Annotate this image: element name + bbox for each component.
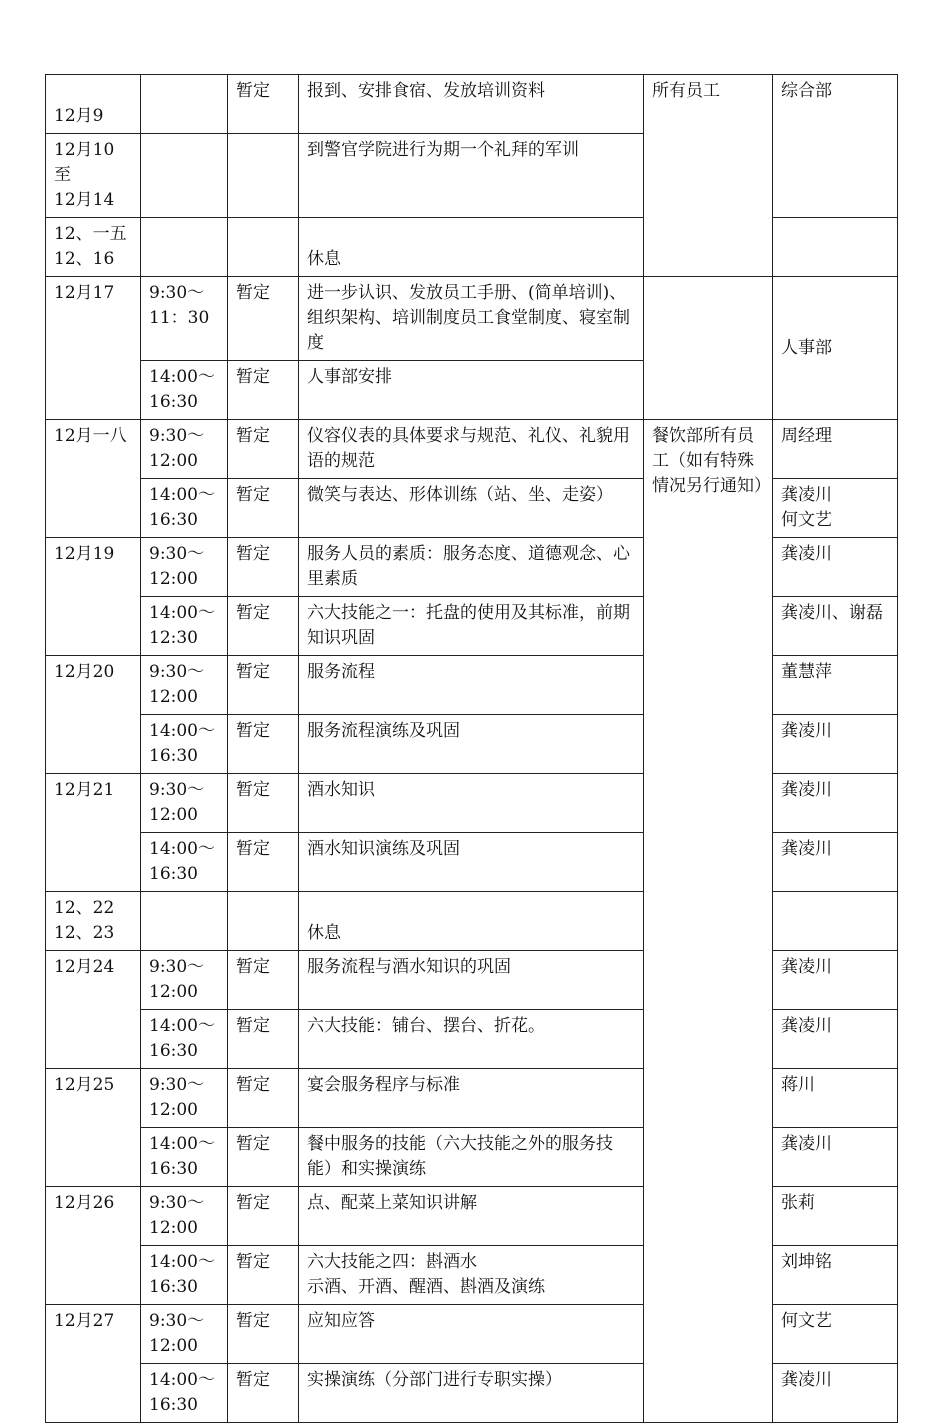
status-cell: 暂定 xyxy=(228,1305,299,1364)
owner-cell: 龚凌川 xyxy=(773,1010,898,1069)
date-cell: 12月17 xyxy=(46,277,141,420)
content-cell: 宴会服务程序与标准 xyxy=(299,1069,644,1128)
time-cell: 14:00～ 16:30 xyxy=(141,833,228,892)
time-cell: 9:30～ 12:00 xyxy=(141,1305,228,1364)
status-cell: 暂定 xyxy=(228,538,299,597)
status-cell: 暂定 xyxy=(228,420,299,479)
time-cell: 9:30～ 12:00 xyxy=(141,1187,228,1246)
time-cell: 14:00～ 16:30 xyxy=(141,715,228,774)
content-cell: 六大技能之四：斟酒水 示酒、开酒、醒酒、斟酒及演练 xyxy=(299,1246,644,1305)
date-cell: 12月9 xyxy=(46,75,141,134)
time-cell: 9:30～ 11：30 xyxy=(141,277,228,361)
status-cell: 暂定 xyxy=(228,1010,299,1069)
table-row xyxy=(46,277,898,361)
owner-cell: 何文艺 xyxy=(773,1305,898,1364)
owner-cell: 龚凌川 xyxy=(773,951,898,1010)
content-cell: 休息 xyxy=(299,218,644,277)
time-cell: 14:00～ 16:30 xyxy=(141,361,228,420)
content-cell: 酒水知识 xyxy=(299,774,644,833)
status-cell xyxy=(228,218,299,277)
participants-catering-staff: 餐饮部所有员工（如有特殊情况另行通知） xyxy=(644,420,773,1423)
time-cell: 14:00～ 12:30 xyxy=(141,597,228,656)
status-cell xyxy=(228,134,299,218)
content-cell: 点、配菜上菜知识讲解 xyxy=(299,1187,644,1246)
date-cell: 12月19 xyxy=(46,538,141,656)
status-cell: 暂定 xyxy=(228,1187,299,1246)
content-cell: 进一步认识、发放员工手册、(简单培训)、组织架构、培训制度员工食堂制度、寝室制度 xyxy=(299,277,644,361)
owner-cell: 龚凌川 xyxy=(773,774,898,833)
date-cell: 12月一八 xyxy=(46,420,141,538)
date-cell: 12、一五 12、16 xyxy=(46,218,141,277)
content-cell: 服务流程演练及巩固 xyxy=(299,715,644,774)
content-cell: 六大技能：铺台、摆台、折花。 xyxy=(299,1010,644,1069)
date-cell: 12月20 xyxy=(46,656,141,774)
owner-cell: 董慧萍 xyxy=(773,656,898,715)
owner-hr-dept: 人事部 xyxy=(773,277,898,420)
content-cell: 餐中服务的技能（六大技能之外的服务技能）和实操演练 xyxy=(299,1128,644,1187)
owner-cell: 龚凌川 何文艺 xyxy=(773,479,898,538)
owner-cell: 龚凌川 xyxy=(773,715,898,774)
time-cell: 9:30～ 12:00 xyxy=(141,774,228,833)
time-cell: 9:30～ 12:00 xyxy=(141,951,228,1010)
content-cell: 服务流程 xyxy=(299,656,644,715)
status-cell: 暂定 xyxy=(228,1128,299,1187)
status-cell: 暂定 xyxy=(228,656,299,715)
time-cell: 14:00～ 16:30 xyxy=(141,1010,228,1069)
owner-cell: 龚凌川、谢磊 xyxy=(773,597,898,656)
owner-cell xyxy=(773,218,898,277)
content-cell: 服务人员的素质：服务态度、道德观念、心里素质 xyxy=(299,538,644,597)
content-cell: 到警官学院进行为期一个礼拜的军训 xyxy=(299,134,644,218)
status-cell: 暂定 xyxy=(228,479,299,538)
status-cell: 暂定 xyxy=(228,1069,299,1128)
status-cell: 暂定 xyxy=(228,597,299,656)
owner-cell xyxy=(773,892,898,951)
participants-empty xyxy=(644,277,773,420)
time-cell xyxy=(141,75,228,134)
content-cell: 人事部安排 xyxy=(299,361,644,420)
content-cell: 微笑与表达、形体训练（站、坐、走姿） xyxy=(299,479,644,538)
status-cell: 暂定 xyxy=(228,1246,299,1305)
content-cell: 酒水知识演练及巩固 xyxy=(299,833,644,892)
status-cell: 暂定 xyxy=(228,715,299,774)
time-cell xyxy=(141,134,228,218)
time-cell: 9:30～ 12:00 xyxy=(141,420,228,479)
owner-cell: 蒋川 xyxy=(773,1069,898,1128)
date-cell: 12月25 xyxy=(46,1069,141,1187)
status-cell: 暂定 xyxy=(228,774,299,833)
content-cell: 休息 xyxy=(299,892,644,951)
status-cell xyxy=(228,892,299,951)
date-cell: 12月27 xyxy=(46,1305,141,1423)
status-cell: 暂定 xyxy=(228,361,299,420)
content-cell: 应知应答 xyxy=(299,1305,644,1364)
time-cell xyxy=(141,218,228,277)
table-row xyxy=(46,75,898,134)
date-cell: 12、22 12、23 xyxy=(46,892,141,951)
owner-cell: 龚凌川 xyxy=(773,833,898,892)
date-cell: 12月24 xyxy=(46,951,141,1069)
participants-all-staff: 所有员工 xyxy=(644,75,773,277)
status-cell: 暂定 xyxy=(228,833,299,892)
content-cell: 仪容仪表的具体要求与规范、礼仪、礼貌用语的规范 xyxy=(299,420,644,479)
owner-cell: 龚凌川 xyxy=(773,1128,898,1187)
owner-cell: 龚凌川 xyxy=(773,538,898,597)
status-cell: 暂定 xyxy=(228,277,299,361)
content-cell: 服务流程与酒水知识的巩固 xyxy=(299,951,644,1010)
table-row xyxy=(46,420,898,479)
time-cell: 14:00～ 16:30 xyxy=(141,1364,228,1423)
training-schedule-table xyxy=(45,74,898,1423)
date-cell: 12月21 xyxy=(46,774,141,892)
date-cell: 12月26 xyxy=(46,1187,141,1305)
time-cell: 9:30～ 12:00 xyxy=(141,1069,228,1128)
time-cell: 14:00～ 16:30 xyxy=(141,479,228,538)
status-cell: 暂定 xyxy=(228,951,299,1010)
time-cell: 9:30～ 12:00 xyxy=(141,656,228,715)
content-cell: 实操演练（分部门进行专职实操） xyxy=(299,1364,644,1423)
status-cell: 暂定 xyxy=(228,75,299,134)
owner-cell: 周经理 xyxy=(773,420,898,479)
status-cell: 暂定 xyxy=(228,1364,299,1423)
date-cell: 12月10 至 12月14 xyxy=(46,134,141,218)
owner-cell: 龚凌川 xyxy=(773,1364,898,1423)
owner-cell: 张莉 xyxy=(773,1187,898,1246)
time-cell: 14:00～ 16:30 xyxy=(141,1246,228,1305)
owner-general-dept: 综合部 xyxy=(773,75,898,218)
time-cell: 14:00～ 16:30 xyxy=(141,1128,228,1187)
content-cell: 报到、安排食宿、发放培训资料 xyxy=(299,75,644,134)
time-cell xyxy=(141,892,228,951)
time-cell: 9:30～ 12:00 xyxy=(141,538,228,597)
content-cell: 六大技能之一：托盘的使用及其标准，前期 知识巩固 xyxy=(299,597,644,656)
owner-cell: 刘坤铭 xyxy=(773,1246,898,1305)
